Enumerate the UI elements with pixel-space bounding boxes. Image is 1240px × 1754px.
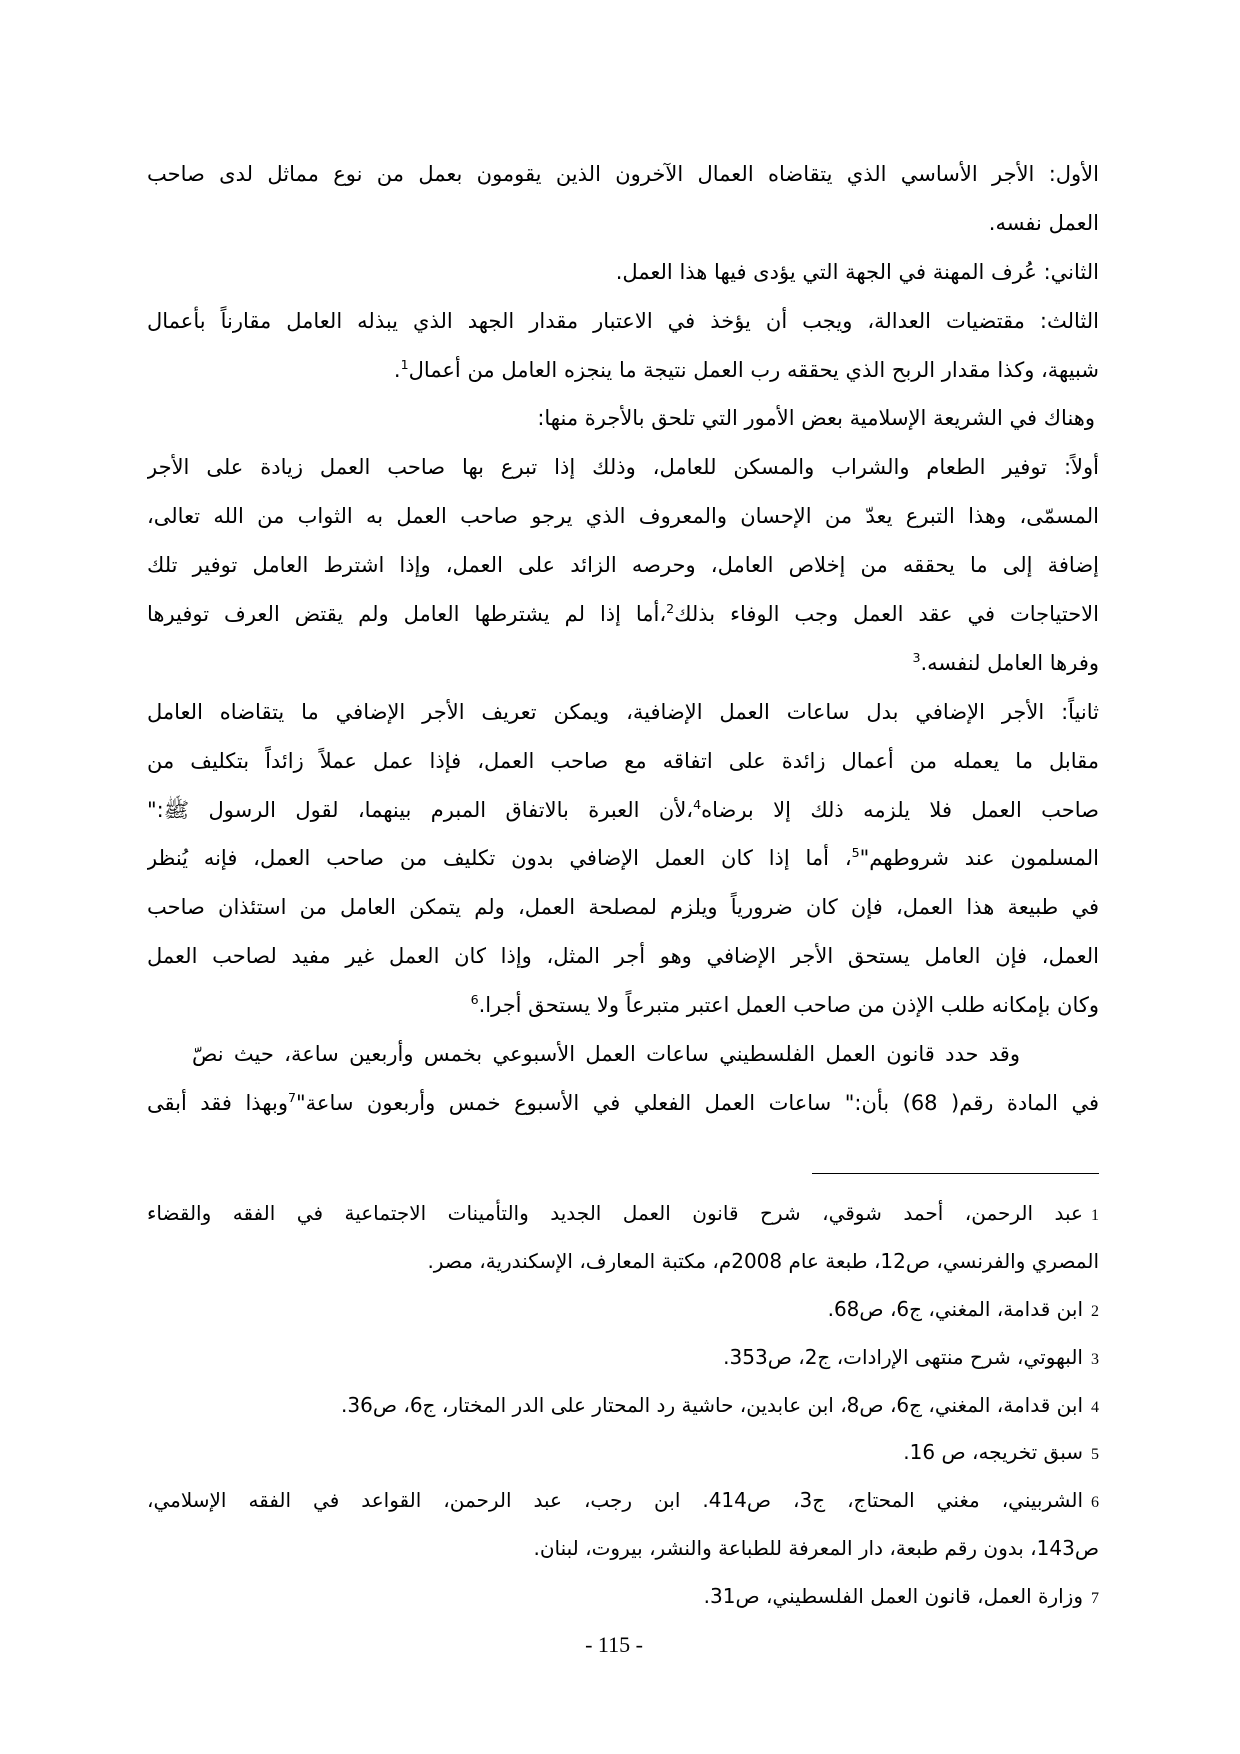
footnotes (147, 1190, 1099, 1621)
footnote-separator (812, 1173, 1099, 1174)
text-line: ثانياً: الأجر الإضافي بدل ساعات العمل الإضافية، ويمكن تعريف الأجر الإضافي ما يتقاضاه العامل (147, 699, 1099, 724)
text-line: إضافة إلى ما يحققه من إخلاص العامل، وحرصه الزائد على العمل، وإذا اشترط العامل توفير تلك (147, 553, 1099, 578)
text-line: الثاني: عُرف المهنة في الجهة التي يؤدى فيها هذا العمل. (615, 259, 1099, 284)
footnote-number: 1 (1091, 1207, 1099, 1224)
footnote-number: 7 (1091, 1590, 1099, 1608)
text-line (147, 786, 1099, 835)
footnote-ref: 2 (666, 601, 675, 617)
text-run: وفرها العامل لنفسه. (920, 650, 1099, 675)
footnote-line (147, 1573, 1099, 1621)
text-line (147, 590, 1099, 639)
text-line (147, 1079, 1099, 1128)
text-line: أولاً: توفير الطعام والشراب والمسكن للعامل، وذلك إذا تبرع بها صاحب العمل زيادة على الأجر (147, 455, 1099, 480)
footnote-3 (147, 1334, 1099, 1382)
footnote-number: 2 (1091, 1302, 1099, 1320)
main-text (147, 150, 1099, 1128)
text-line: المسمّى، وهذا التبرع يعدّ من الإحسان والمعروف الذي يرجو صاحب العمل به الثواب من الله تعالى، (147, 504, 1099, 529)
text-run: وبهذا فقد أبقى (147, 1090, 288, 1115)
text-run: وكان بإمكانه طلب الإذن من صاحب العمل اعتبر متبرعاً ولا يستحق أجرا. (478, 993, 1099, 1018)
footnote-line (147, 1190, 1099, 1238)
page-number: - 115 - (585, 1632, 643, 1657)
footnote-text: وزارة العمل، قانون العمل الفلسطيني، ص31. (703, 1584, 1083, 1609)
text-run: ،أما إذا لم يشترطها العامل ولم يقتض العرف توفيرها (147, 602, 667, 627)
footnote-4 (147, 1382, 1099, 1430)
footnote-text: ابن قدامة، المغني، ج6، ص8، ابن عابدين، حاشية رد المحتار على الدر المختار، ج6، ص36. (341, 1392, 1083, 1417)
footnote-ref: 7 (287, 1089, 296, 1105)
footnote-line (147, 1382, 1099, 1430)
text-line: العمل نفسه. (988, 210, 1099, 235)
footnote-line: المصري والفرنسي، ص12، طبعة عام 2008م، مكتبة المعارف، الإسكندرية، مصر. (427, 1248, 1099, 1273)
footnote-text: البهوتي، شرح منتهى الإرادات، ج2، ص353. (723, 1344, 1083, 1369)
footnote-line (147, 1334, 1099, 1382)
footnote-ref: 3 (912, 649, 921, 665)
text-run: صاحب العمل فلا يلزمه ذلك إلا برضاه (701, 797, 1099, 822)
footnote-number: 5 (1091, 1446, 1099, 1464)
text-line: العمل، فإن العامل يستحق الأجر الإضافي وهو أجر المثل، وإذا كان العمل غير مفيد لصاحب العمل (147, 944, 1099, 969)
footnote-ref: 5 (851, 845, 860, 861)
text-run: ، أما إذا كان العمل الإضافي بدون تكليف من صاحب العمل، فإنه يُنظر (147, 846, 852, 871)
text-run: شبيهة، وكذا مقدار الربح الذي يحققه رب العمل نتيجة ما ينجزه العامل من أعمال (408, 357, 1099, 382)
footnote-1 (147, 1190, 1099, 1286)
footnote-number: 3 (1091, 1350, 1099, 1368)
text-run: في المادة رقم( 68) بأن:" ساعات العمل الفعلي في الأسبوع خمس وأربعون ساعة" (296, 1090, 1099, 1115)
footnote-number: 6 (1091, 1494, 1099, 1512)
footnote-line (147, 1286, 1099, 1334)
footnote-5 (147, 1429, 1099, 1477)
text-line (147, 639, 1099, 688)
text-line (147, 981, 1099, 1030)
text-line (147, 346, 1099, 395)
footnote-text: سبق تخريجه، ص 16. (903, 1440, 1083, 1465)
footnote-text: الشربيني، مغني المحتاج، ج3، ص414. ابن رجب، عبد الرحمن، القواعد في الفقه الإسلامي، (147, 1488, 1084, 1513)
footnote-line (147, 1429, 1099, 1477)
footnote-ref: 1 (400, 356, 409, 372)
footnote-6 (147, 1477, 1099, 1573)
footnote-ref: 4 (693, 796, 702, 812)
footnote-line: ص143، بدون رقم طبعة، دار المعرفة للطباعة والنشر، بيروت، لبنان. (533, 1536, 1099, 1561)
text-line: وهناك في الشريعة الإسلامية بعض الأمور التي تلحق بالأجرة منها: (537, 406, 1095, 431)
text-line: في طبيعة هذا العمل، فإن كان ضرورياً ويلزم لمصلحة العمل، ولم يتمكن العامل من استئذان صاحب (147, 895, 1099, 920)
text-line: مقابل ما يعمله من أعمال زائدة على اتفاقه مع صاحب العمل، فإذا عمل عملاً زائداً بتكليف من (147, 748, 1099, 773)
text-run: ،لأن العبرة بالاتفاق المبرم بينهما، لقول الرسول ﷺ:" (147, 797, 694, 822)
footnote-ref: 6 (470, 992, 479, 1008)
footnote-2 (147, 1286, 1099, 1334)
text-run: المسلمون عند شروطهم" (859, 846, 1099, 871)
footnote-text: عبد الرحمن، أحمد شوقي، شرح قانون العمل الجديد والتأمينات الاجتماعية في الفقه والقضاء (147, 1201, 1083, 1225)
text-line: وقد حدد قانون العمل الفلسطيني ساعات العمل الأسبوعي بخمس وأربعين ساعة، حيث نصّ (192, 1042, 1020, 1067)
footnote-text: ابن قدامة، المغني، ج6، ص68. (827, 1296, 1083, 1321)
text-line: الأول: الأجر الأساسي الذي يتقاضاه العمال الآخرون الذين يقومون بعمل من نوع مماثل لدى صاحب (147, 162, 1099, 186)
footnote-number: 4 (1091, 1398, 1099, 1416)
footnote-7 (147, 1573, 1099, 1621)
footnote-line (147, 1477, 1099, 1525)
text-line (147, 834, 1099, 883)
text-line: الثالث: مقتضيات العدالة، ويجب أن يؤخذ في الاعتبار مقدار الجهد الذي يبذله العامل مقارناً بأعمال (147, 308, 1099, 333)
text-run: الاحتياجات في عقد العمل وجب الوفاء بذلك (674, 602, 1099, 627)
text-run: . (393, 357, 401, 382)
